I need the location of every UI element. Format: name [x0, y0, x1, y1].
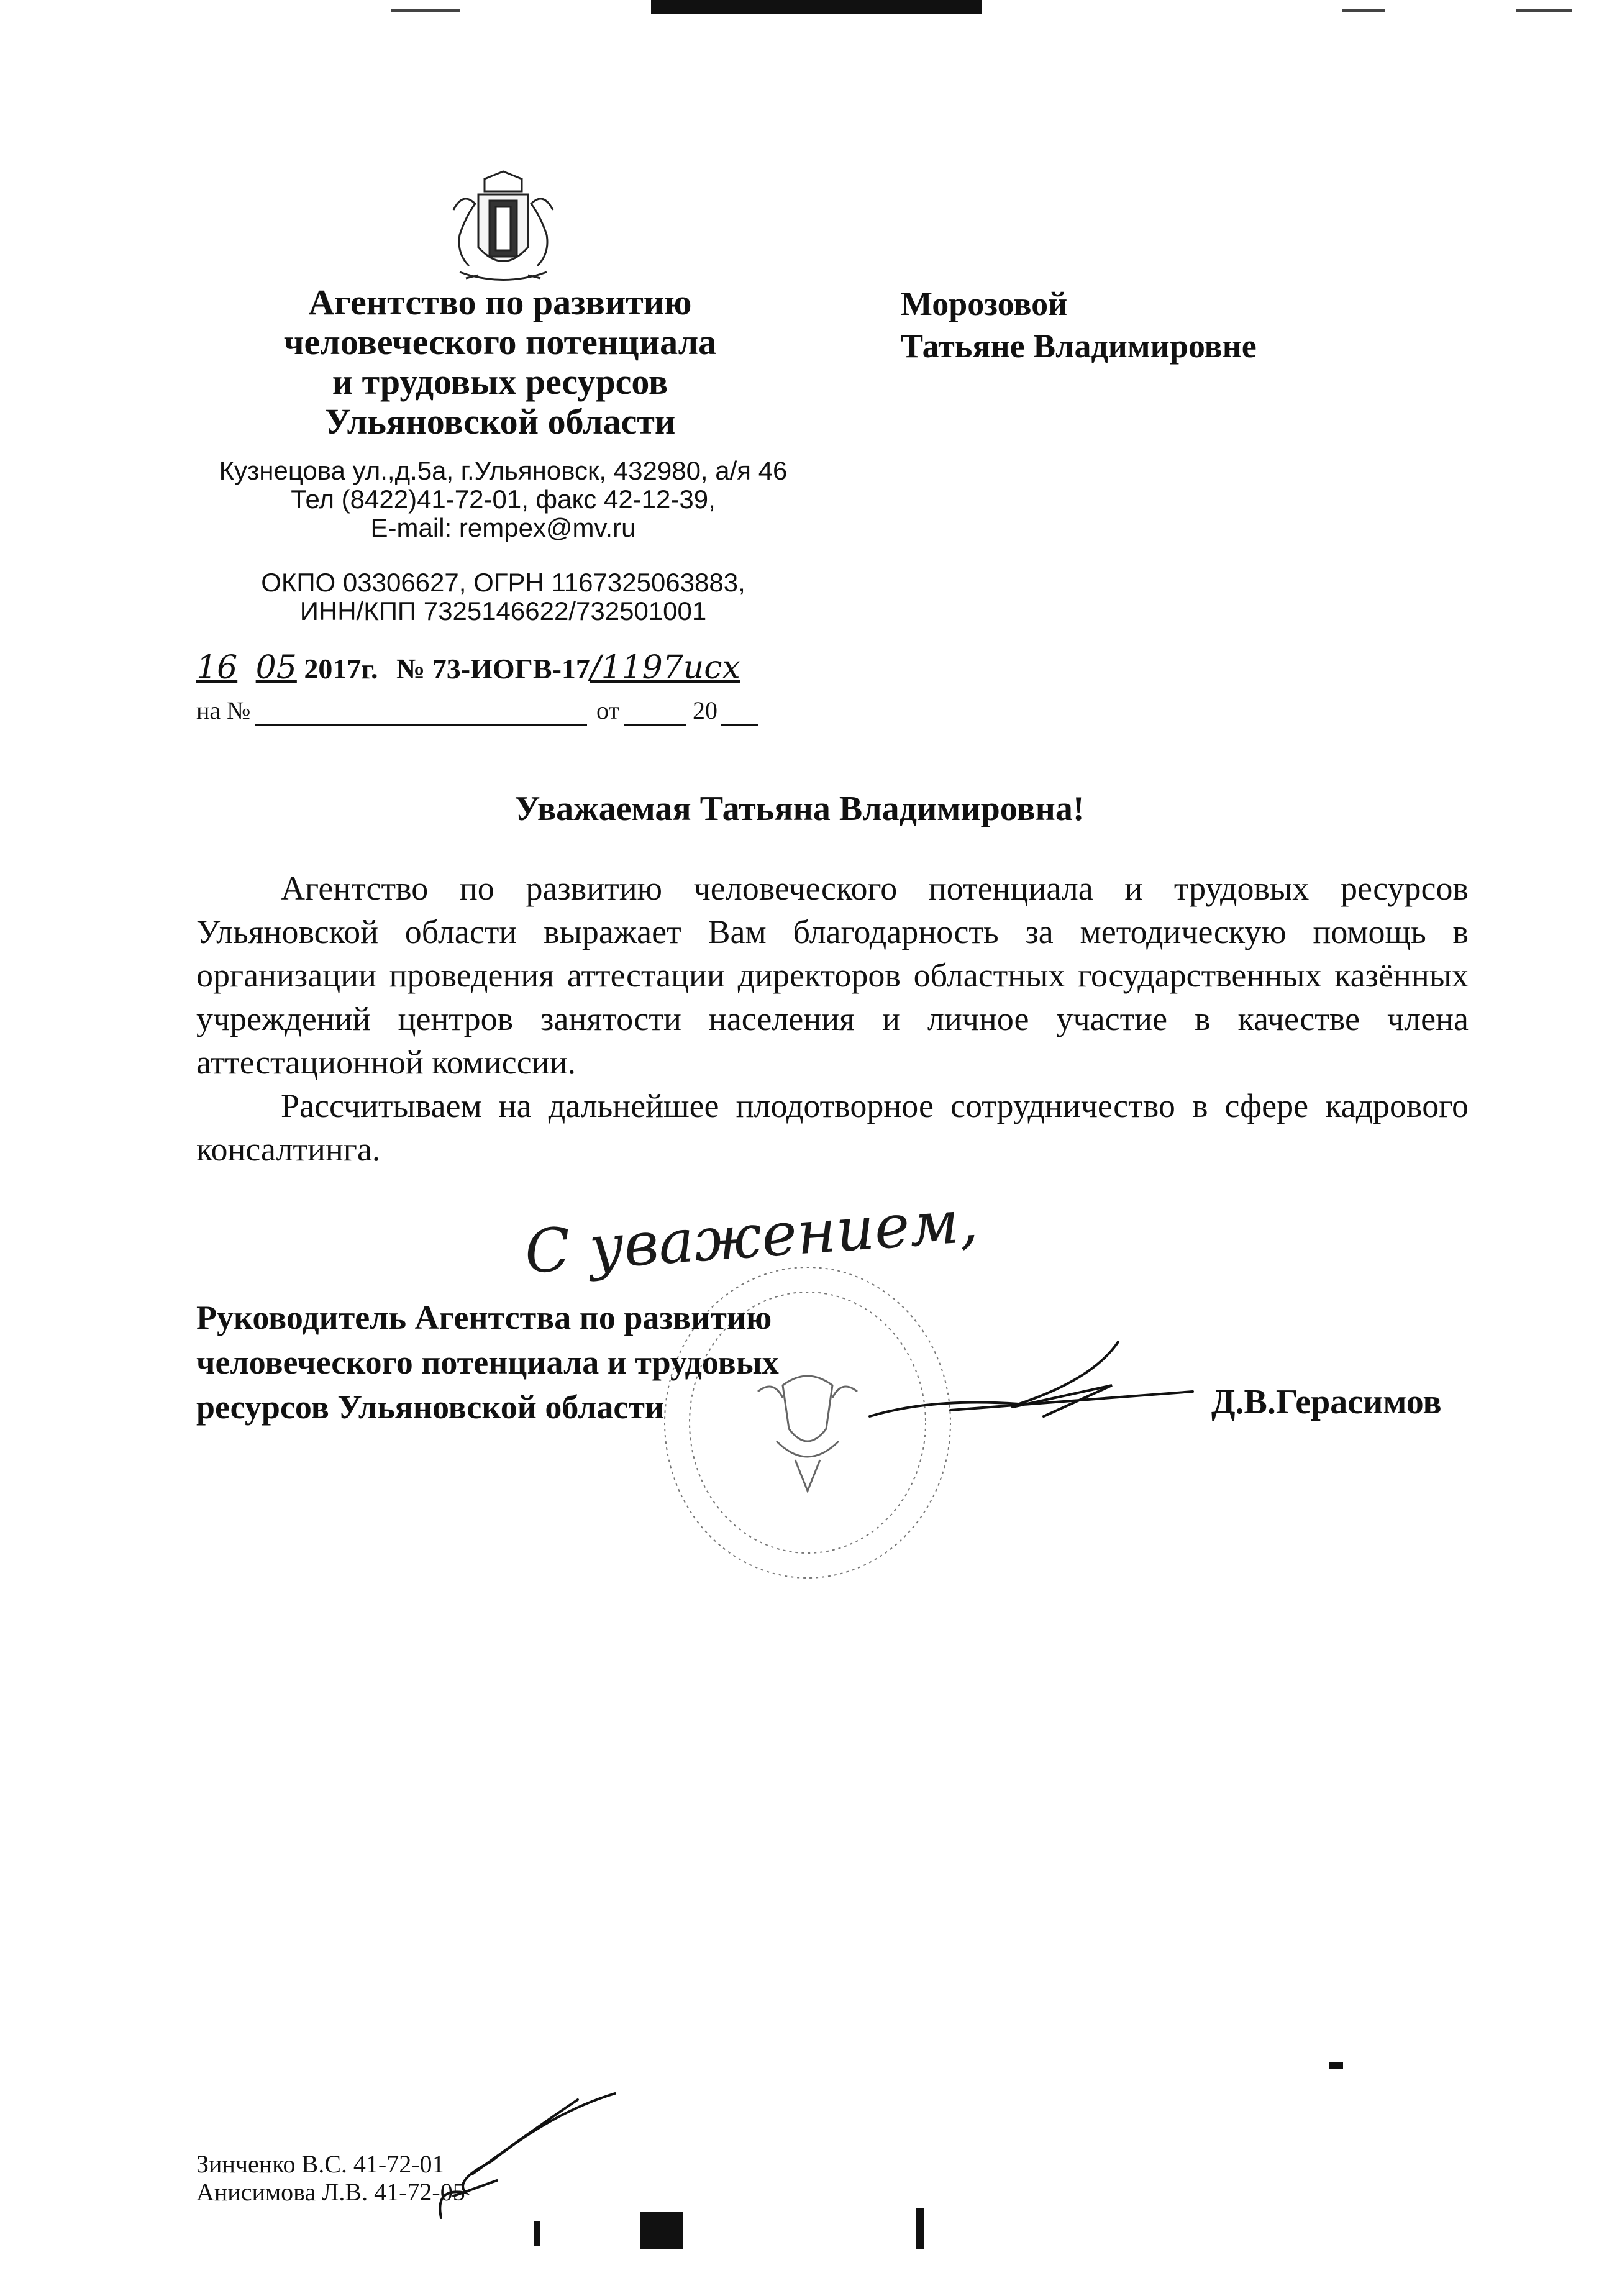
scan-artifact-line: [1342, 9, 1385, 12]
agency-name-line: Агентство по развитию: [308, 282, 692, 322]
agency-name-line: и трудовых ресурсов: [332, 362, 668, 402]
body-paragraph: Агентство по развитию человеческого потенциала и трудовых ресурсов Ульяновской области выражает Вам благодарность за методическую помощь в организации проведения аттестации директоров областных государственных казённых учреждений центров занятости населения и личное участие в качестве члена аттестационной комиссии.: [196, 870, 1469, 1081]
reference-date-line: [624, 724, 686, 726]
signer-name: Д.В.Герасимов: [1211, 1383, 1442, 1421]
reference-from-label: от: [596, 696, 619, 724]
signer-title: [196, 1295, 779, 1429]
coat-of-arms-emblem: [441, 166, 565, 291]
scan-mark: [916, 2208, 924, 2249]
scan-artifact-line: [1516, 9, 1572, 12]
registration-number-handwritten: /1197исх: [590, 649, 740, 686]
executor-line: Анисимова Л.В. 41-72-05: [196, 2178, 465, 2206]
registration-line: [196, 649, 740, 686]
signer-title-line: человеческого потенциала и трудовых: [196, 1344, 779, 1381]
agency-address: Кузнецова ул.,д.5а, г.Ульяновск, 432980, а/я 46: [219, 456, 788, 485]
scan-mark: [534, 2221, 540, 2246]
body-paragraph: Рассчитываем на дальнейшее плодотворное сотрудничество в сфере кадрового консалтинга.: [196, 1087, 1469, 1168]
reference-row: [196, 696, 250, 725]
registration-year: 2017г.: [304, 653, 378, 685]
registration-month: 05: [255, 649, 297, 686]
signer-title-line: ресурсов Ульяновской области: [196, 1388, 664, 1426]
scan-artifact-line: [391, 9, 460, 12]
registration-number: № 73-ИОГВ-17: [396, 653, 590, 685]
agency-name-line: Ульяновской области: [324, 401, 676, 442]
greeting: Уважаемая Татьяна Владимировна!: [514, 790, 1085, 828]
agency-codes-okpo-ogrn: ОКПО 03306627, ОГРН 1167325063883,: [261, 568, 745, 597]
addressee-line: Татьяне Владимировне: [901, 327, 1257, 365]
reference-year-line: [721, 724, 758, 726]
signature-scribble: [857, 1336, 1205, 1429]
agency-email: E-mail: rempex@mv.ru: [370, 513, 636, 542]
agency-name-line: человеческого потенциала: [283, 322, 717, 362]
scan-mark: [1329, 2062, 1343, 2069]
reference-year: 20: [693, 696, 718, 724]
registration-day: 16: [196, 649, 238, 686]
signer-title-line: Руководитель Агентства по развитию: [196, 1299, 772, 1336]
addressee-line: Морозовой: [901, 285, 1068, 322]
reference-number-line: [255, 724, 587, 726]
reference-label: на №: [196, 696, 251, 724]
agency-codes-inn-kpp: ИНН/КПП 7325146622/732501001: [299, 596, 707, 626]
executor-line: Зинченко В.С. 41-72-01: [196, 2150, 445, 2178]
agency-phone-fax: Тел (8422)41-72-01, факс 42-12-39,: [291, 485, 716, 514]
addressee: [901, 283, 1257, 367]
scan-artifact-bar: [651, 0, 982, 14]
agency-name: [180, 283, 820, 442]
handwritten-closing: С уважением,: [522, 1186, 980, 1287]
scan-mark: [640, 2212, 683, 2249]
